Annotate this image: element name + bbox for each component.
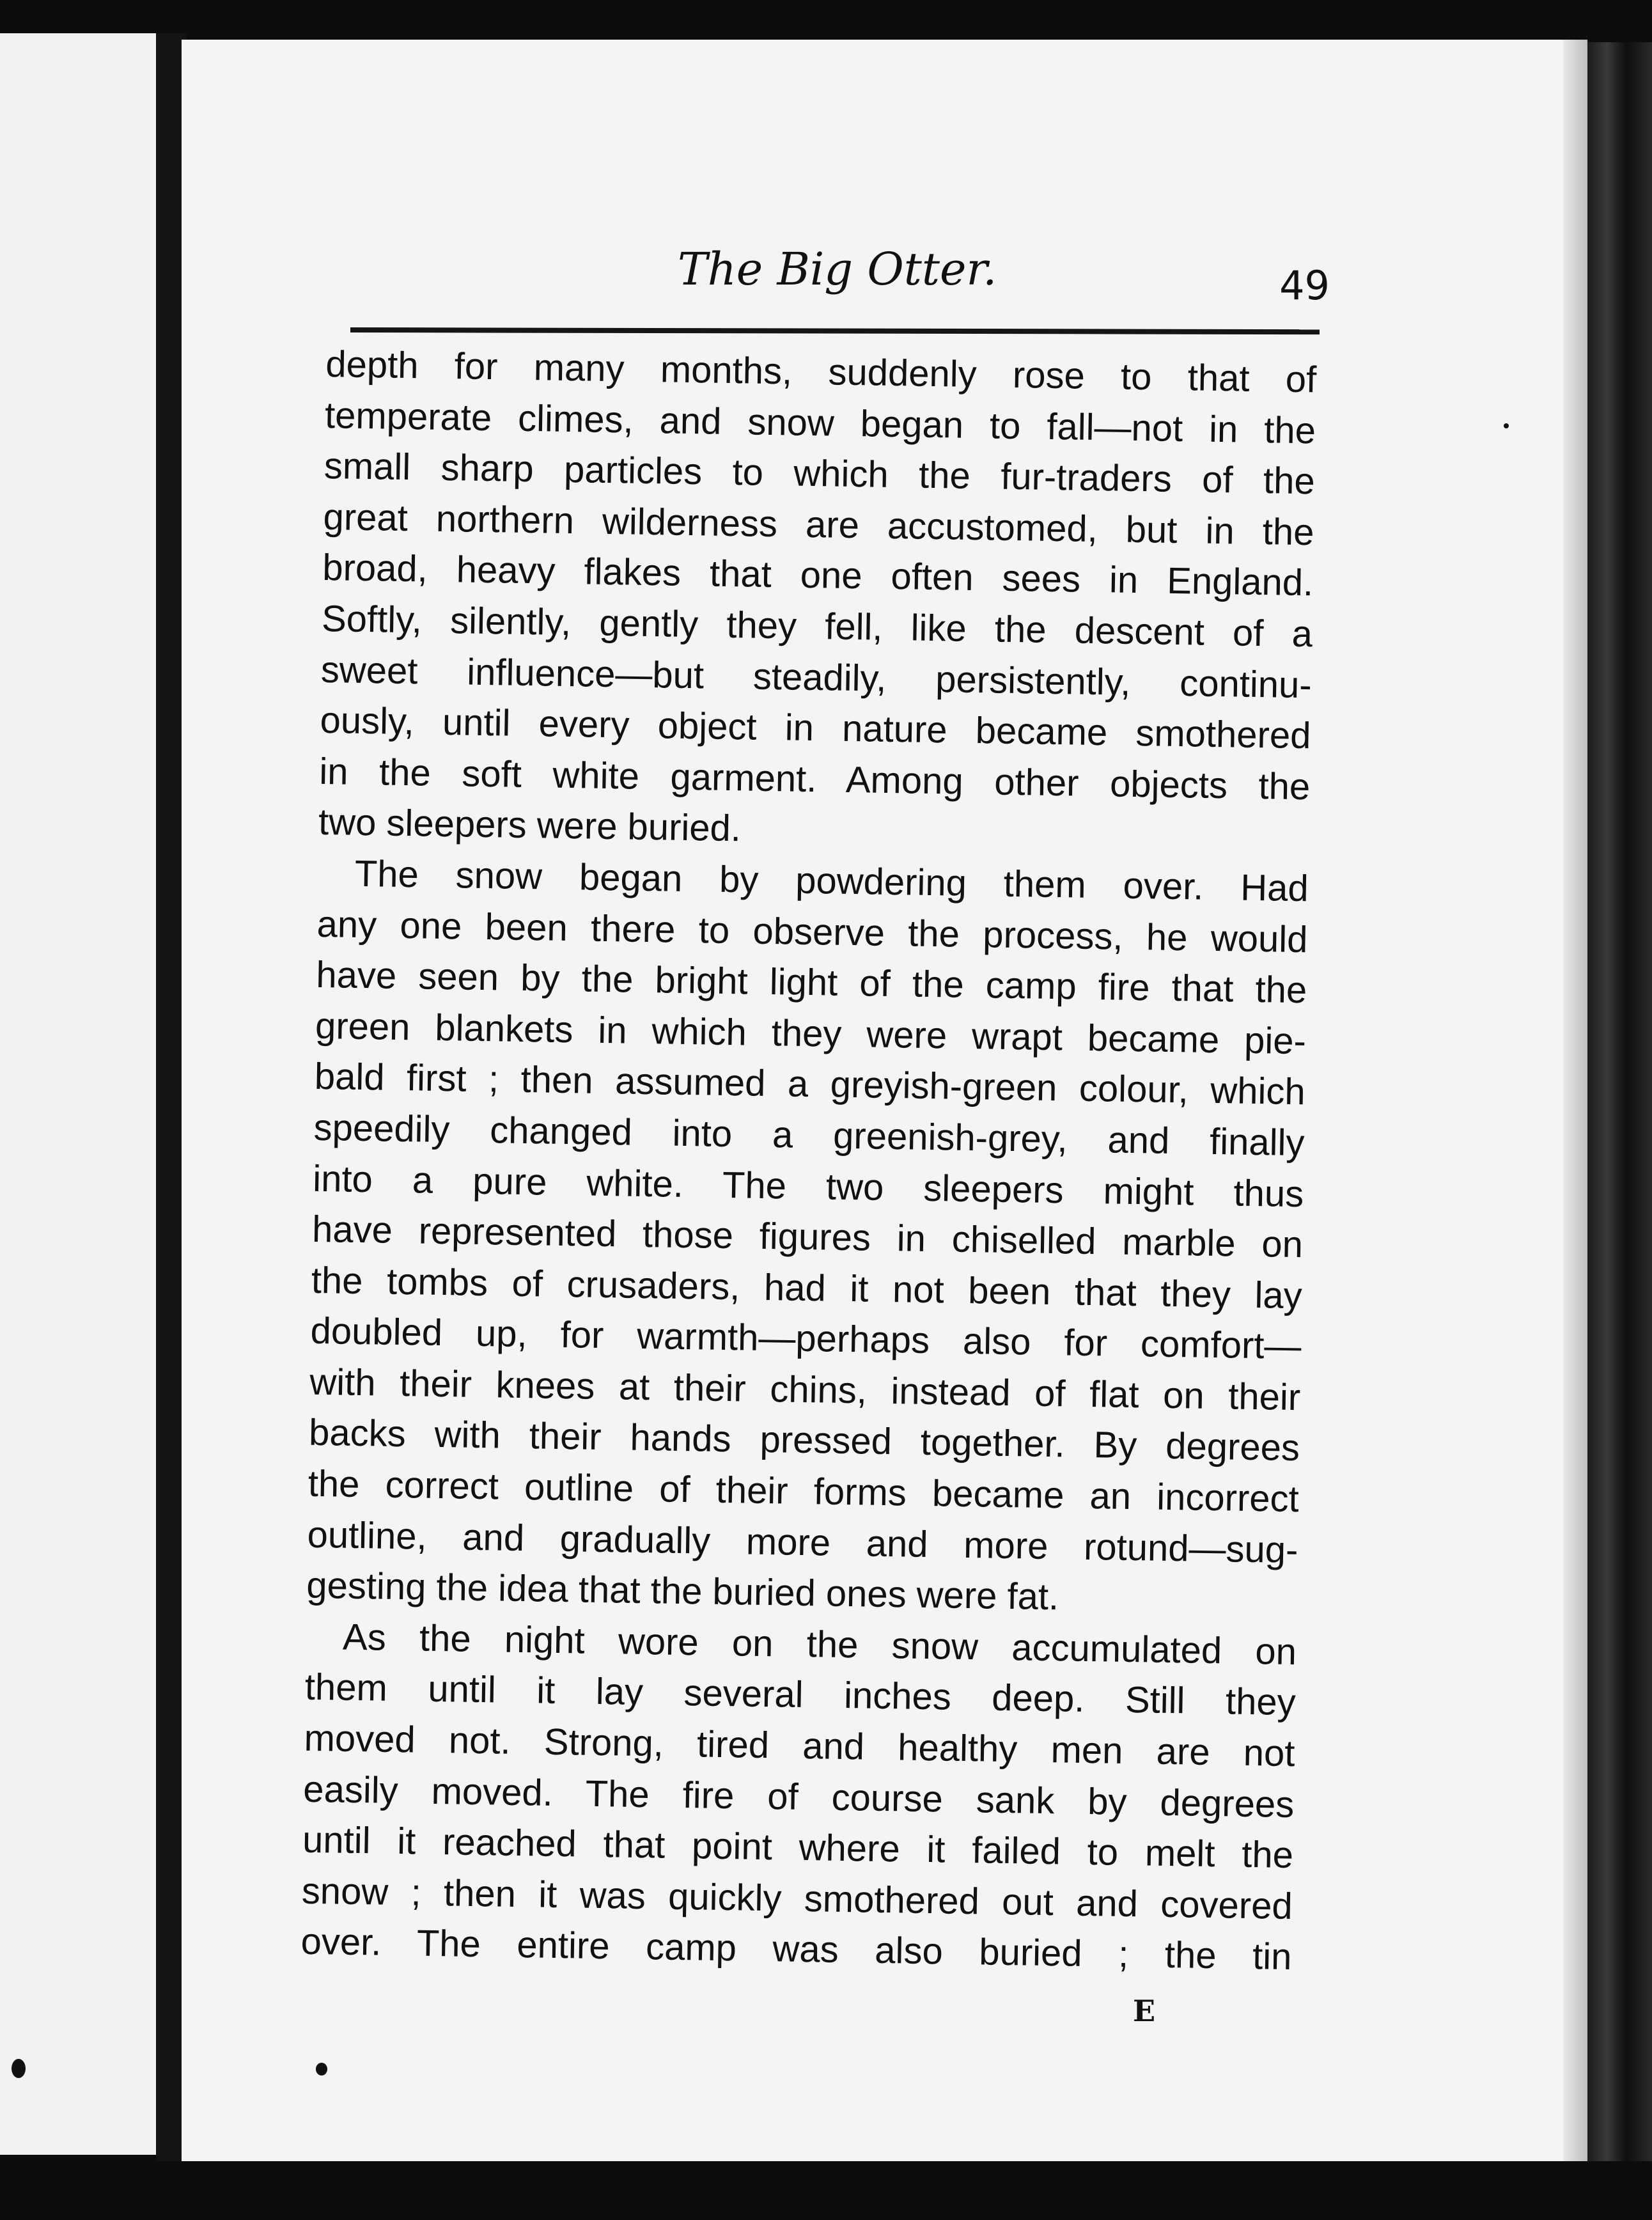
- text-line: ously, until every object in nature became smothered: [320, 700, 1311, 757]
- text-line: in the soft white garment. Among other objects the: [318, 750, 1311, 808]
- text-line: depth for many months, suddenly rose to that of: [325, 343, 1317, 401]
- left-page-fragment: [0, 33, 160, 2155]
- text-line: the correct outline of their forms became an incorrect: [308, 1462, 1300, 1520]
- scan-speck: [1504, 423, 1509, 428]
- text-line: have seen by the bright light of the camp fire that the: [315, 954, 1307, 1012]
- text-line: them until it lay several inches deep. Still they: [304, 1666, 1297, 1724]
- text-line: temperate climes, and snow began to fall—not in the: [324, 394, 1316, 451]
- text-line: backs with their hands pressed together. By degrees: [308, 1412, 1300, 1469]
- text-line: bald first ; then assumed a greyish-green colour, which: [314, 1056, 1306, 1113]
- text-line: over. The entire camp was also buried ; the tin: [300, 1921, 1292, 1978]
- page-edge-shadow: [1563, 40, 1587, 2161]
- text-line: snow ; then it was quickly smothered out and covered: [301, 1870, 1293, 1927]
- text-line: any one been there to observe the process, he would: [316, 903, 1308, 960]
- page-number: 49: [1279, 262, 1330, 309]
- text-line: sweet influence—but steadily, persistently, continu-: [320, 648, 1313, 706]
- body-text: [300, 339, 1317, 1983]
- text-line: the tombs of crusaders, had it not been that they lay: [311, 1259, 1303, 1317]
- scan-speck: [316, 2063, 327, 2075]
- paragraph-start-line: As the night wore on the snow accumulated on: [342, 1616, 1297, 1673]
- text-line: into a pure white. The two sleepers might thus: [312, 1157, 1304, 1215]
- paragraph-start-line: The snow began by powdering them over. Had: [354, 852, 1309, 910]
- text-line: two sleepers were buried.: [318, 801, 742, 850]
- text-line: with their knees at their chins, instead of flat on their: [309, 1361, 1301, 1419]
- text-line: speedily changed into a greenish-grey, and finally: [313, 1106, 1305, 1164]
- text-line: great northern wilderness are accustomed, but in the: [323, 496, 1314, 554]
- text-line: broad, heavy flakes that one often sees in England.: [322, 547, 1314, 604]
- signature-mark: E: [1133, 1994, 1156, 2028]
- text-line: easily moved. The fire of course sank by degrees: [302, 1768, 1295, 1825]
- page-header: [345, 243, 1330, 320]
- text-line: have represented those figures in chiselled marble on: [311, 1208, 1304, 1266]
- text-line: small sharp particles to which the fur-traders of the: [323, 445, 1316, 503]
- text-line: moved not. Strong, tired and healthy men are not: [304, 1717, 1295, 1775]
- text-line: Softly, silently, gently they fell, like the descent of a: [321, 597, 1313, 655]
- text-line: green blankets in which they were wrapt became pie-: [315, 1004, 1307, 1062]
- text-line: outline, and gradually more and more rotund—sug-: [307, 1513, 1298, 1571]
- text-line: gesting the idea that the buried ones were fat.: [306, 1565, 1059, 1618]
- text-line: until it reached that point where it failed to melt the: [302, 1818, 1294, 1877]
- scan-speck: [12, 2059, 26, 2078]
- scan-bottom-border: [0, 2161, 1652, 2220]
- running-title: The Big Otter.: [678, 243, 997, 295]
- book-binding-edge: [1587, 42, 1652, 2165]
- text-line: doubled up, for warmth—perhaps also for comfort—: [310, 1310, 1302, 1368]
